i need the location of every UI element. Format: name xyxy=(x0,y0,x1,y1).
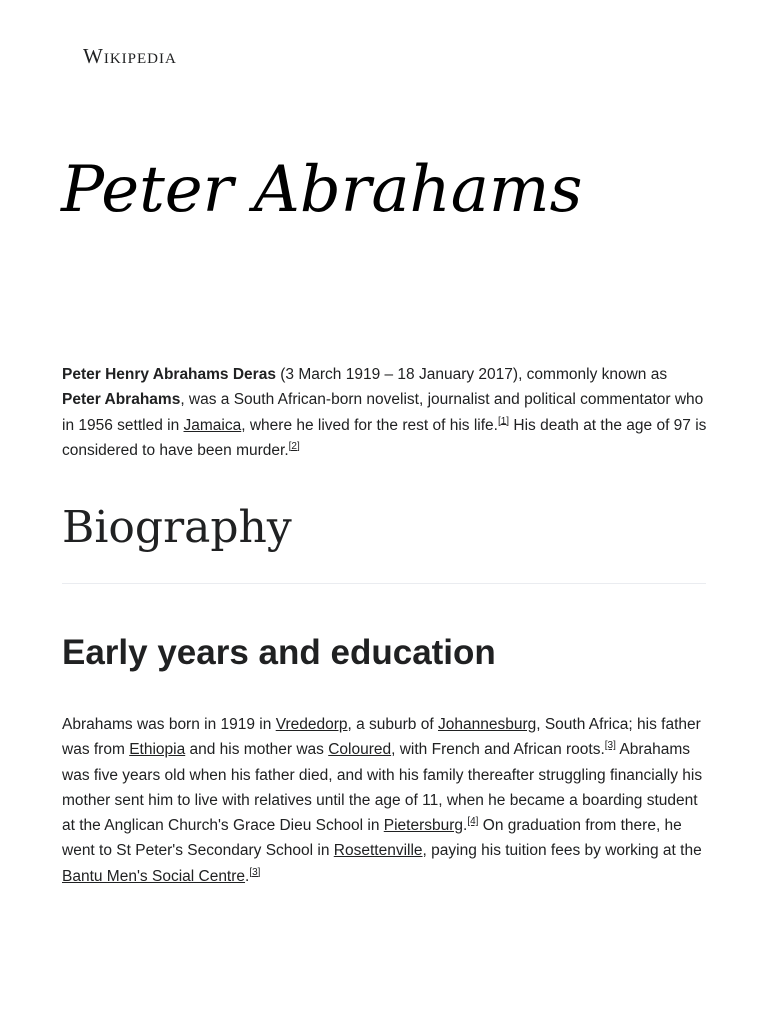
body-text: , paying his tuition fees by working at the xyxy=(422,842,702,860)
body-text: , South Africa; his father was from xyxy=(62,716,701,759)
body-text: , a suburb of xyxy=(347,716,438,733)
intro-text: , was a South African-born novelist, journalist and political commentator who in 1956 settled in xyxy=(62,391,704,434)
body-text: Abrahams was five years old when his father died, and with his family thereafter struggling financially his mother sent him to live with relatives until the age of 11, when he became a boarding student at the Anglican Church's Grace Dieu School in xyxy=(62,741,703,835)
section-heading-biography: Biography xyxy=(62,502,292,553)
reference-link-1[interactable]: [1] xyxy=(497,415,510,427)
subsection-heading-early-years: Early years and education xyxy=(62,633,496,672)
link-vrededorp[interactable]: Vrededorp xyxy=(275,716,348,733)
intro-text: , where he lived for the rest of his life. xyxy=(241,416,498,434)
reference-sup xyxy=(467,816,478,827)
link-jamaica[interactable]: Jamaica xyxy=(183,416,242,434)
early-years-paragraph xyxy=(62,712,710,889)
link-johannesburg[interactable]: Johannesburg xyxy=(437,716,537,733)
body-text: and his mother was xyxy=(185,741,329,759)
subject-full-name: Peter Henry Abrahams Deras xyxy=(62,366,276,383)
body-text: , with French and African roots. xyxy=(391,741,605,759)
reference-link-3[interactable]: [3] xyxy=(604,740,616,752)
link-rosettenville[interactable]: Rosettenville xyxy=(333,842,423,860)
link-pietersburg[interactable]: Pietersburg xyxy=(383,817,464,835)
body-text: Abrahams was born in 1919 in xyxy=(62,716,276,733)
link-ethiopia[interactable]: Ethiopia xyxy=(129,741,186,759)
wikipedia-wordmark: Wikipedia xyxy=(83,44,177,68)
body-text: . xyxy=(463,817,468,835)
body-text: On graduation from there, he went to St Peter's Secondary School in xyxy=(62,817,682,860)
wikipedia-logo[interactable] xyxy=(83,44,177,69)
reference-link-3[interactable]: [3] xyxy=(249,866,261,878)
reference-sup xyxy=(249,867,260,878)
intro-paragraph xyxy=(62,362,710,463)
subject-common-name: Peter Abrahams xyxy=(62,391,181,409)
reference-link-2[interactable]: [2] xyxy=(288,440,300,452)
reference-link-4[interactable]: [4] xyxy=(467,816,479,828)
body-text: . xyxy=(245,867,250,885)
reference-sup xyxy=(498,415,509,426)
link-bantu-mens-social-centre[interactable]: Bantu Men's Social Centre xyxy=(62,867,246,885)
intro-text: (3 March 1919 – 18 January 2017), commonly known as xyxy=(275,366,668,383)
intro-text: His death at the age of 97 is considered to have been murder. xyxy=(62,416,707,459)
reference-sup xyxy=(289,441,300,452)
page-title: Peter Abrahams xyxy=(61,153,583,227)
reference-sup xyxy=(605,740,616,751)
link-coloured[interactable]: Coloured xyxy=(328,741,392,759)
section-divider xyxy=(62,583,706,584)
